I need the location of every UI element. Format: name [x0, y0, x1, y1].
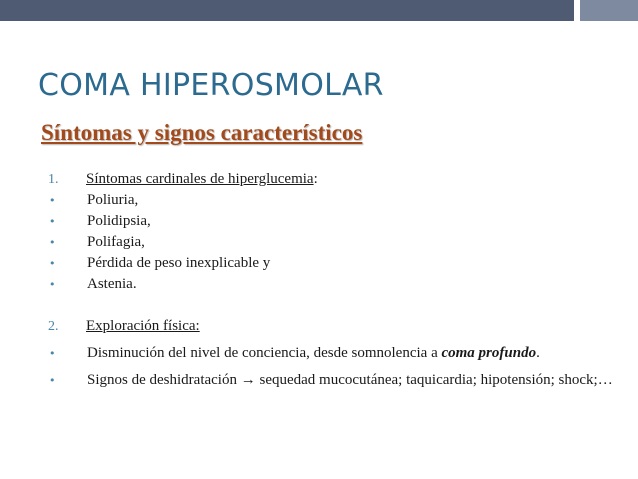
emphasis-coma-profundo: coma profundo [441, 345, 537, 361]
section-1-number: 1. [48, 172, 59, 187]
list-item-text: Polidipsia, [87, 213, 151, 229]
bullet-icon: • [49, 278, 56, 291]
dehydration-signs-text: sequedad mucocutánea; taquicardia; hipotensión; shock;… [255, 372, 613, 388]
arrow-right-icon: → [240, 372, 256, 388]
top-bar-left-segment [0, 0, 574, 21]
slide-subtitle: Síntomas y signos característicos [41, 120, 363, 145]
section-2-heading [48, 316, 618, 337]
section-1-heading [48, 169, 618, 190]
top-bar-right-segment [580, 0, 638, 21]
bullet-icon: • [49, 194, 56, 207]
bullet-icon: • [49, 257, 56, 270]
slide-title: COMA HIPEROSMOLAR [38, 68, 384, 103]
bullet-icon: • [49, 236, 56, 249]
list-item [48, 343, 618, 364]
list-item [48, 232, 618, 253]
bullet-icon: • [49, 374, 56, 387]
dehydration-text: Signos de deshidratación [87, 372, 241, 388]
list-item-text: Poliuria, [87, 192, 139, 208]
list-item [48, 190, 618, 211]
section-2-heading-text: Exploración física: [86, 318, 200, 334]
section-2-number: 2. [48, 319, 59, 334]
list-item [48, 211, 618, 232]
section-spacer [48, 295, 618, 316]
list-item [48, 274, 618, 295]
section-1-heading-text: Síntomas cardinales de hiperglucemia [86, 171, 314, 187]
top-decorative-bar [0, 0, 638, 21]
list-item-text [87, 370, 618, 391]
list-item-text: Disminución del nivel de conciencia, desde somnolencia a coma profundo. [87, 345, 540, 361]
consciousness-text: Disminución del nivel de conciencia, desde somnolencia a [87, 345, 438, 361]
section-1-heading-colon: : [313, 171, 318, 187]
list-item [48, 253, 618, 274]
list-item-text: Astenia. [87, 276, 137, 292]
list-item-text: Pérdida de peso inexplicable y [87, 255, 271, 271]
bullet-icon: • [49, 215, 56, 228]
bullet-icon: • [49, 347, 56, 360]
list-item-text: Polifagia, [87, 234, 145, 250]
list-item [48, 370, 618, 391]
slide-content [48, 169, 618, 391]
